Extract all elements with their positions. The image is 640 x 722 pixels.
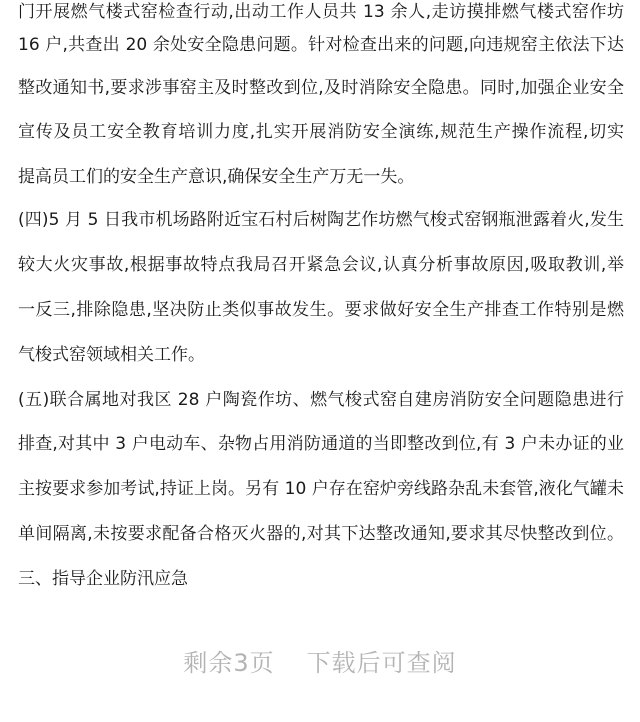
remaining-pages-label: 剩余3页 [183,648,275,677]
paragraph-line: 较大火灾事故,根据事故特点我局召开紧急会议,认真分析事故原因,吸取教训,举 [18,255,624,275]
paragraph-line: 宣传及员工安全教育培训力度,扎实开展消防安全演练,规范生产操作流程,切实 [18,122,624,142]
paragraph-line: 主按要求参加考试,持证上岗。另有 10 户存在窑炉旁线路杂乱未套管,液化气罐未 [18,479,624,499]
paragraph-line: 门开展燃气楼式窑检查行动,出动工作人员共 13 余人,走访摸排燃气楼式窑作坊 [18,2,624,22]
paragraph-line: (五)联合属地对我区 28 户陶瓷作坊、燃气梭式窑自建房消防安全问题隐患进行 [18,390,624,410]
paragraph-line: 气梭式窑领域相关工作。 [18,345,205,365]
paragraph-line: 排查,对其中 3 户电动车、杂物占用消防通道的当即整改到位,有 3 户未办证的业 [18,434,624,454]
paragraph-line: 整改通知书,要求涉事窑主及时整改到位,及时消除安全隐患。同时,加强企业安全 [18,78,624,98]
paragraph-line: (四)5 月 5 日我市机场路附近宝石村后树陶艺作坊燃气梭式窑钢瓶泄露着火,发生 [18,210,624,230]
download-prompt-label: 下载后可查阅 [306,648,457,677]
download-to-read-more-button[interactable] [0,630,640,690]
paragraph-line: 单间隔离,未按要求配备合格灭火器的,对其下达整改通知,要求其尽快整改到位。 [18,524,624,544]
paragraph-line: 16 户,共查出 20 余处安全隐患问题。针对检查出来的问题,向违规窑主依法下达 [18,35,624,55]
section-heading: 三、指导企业防汛应急 [18,569,188,589]
paragraph-line: 提高员工们的安全生产意识,确保安全生产万无一失。 [18,167,415,187]
paragraph-line: 一反三,排除隐患,坚决防止类似事故发生。要求做好安全生产排查工作特别是燃 [18,300,624,320]
